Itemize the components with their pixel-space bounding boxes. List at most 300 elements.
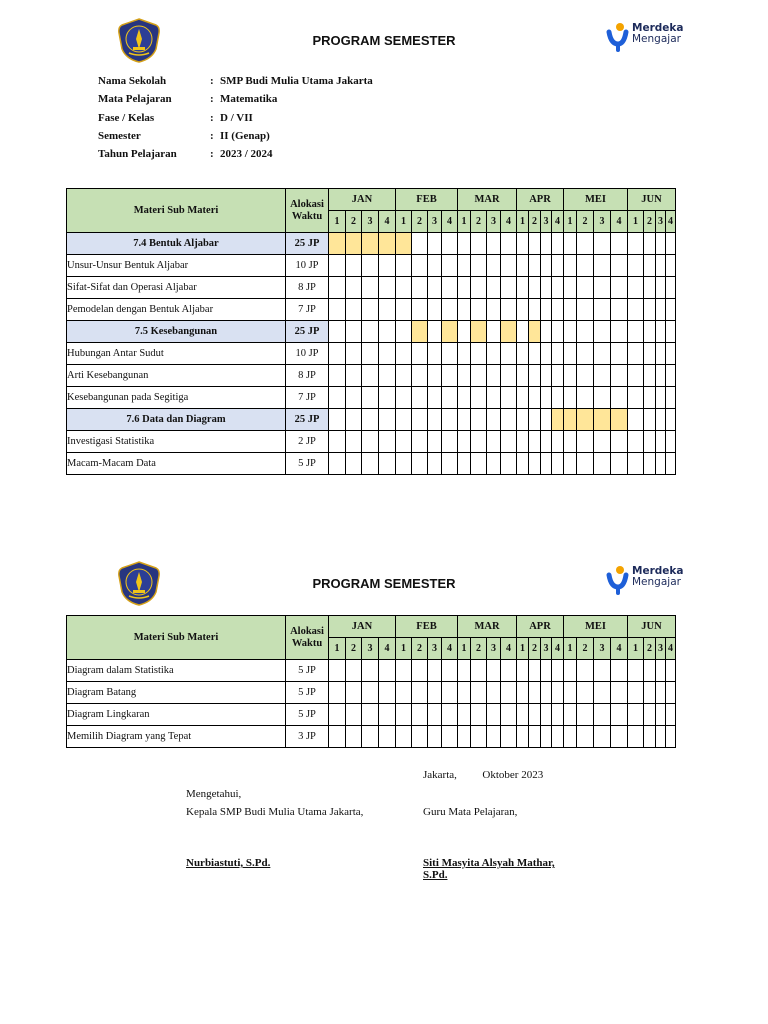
week-cell [577, 233, 594, 255]
week-cell [541, 299, 552, 321]
week-cell [644, 277, 656, 299]
jp-cell: 25 JP [286, 321, 329, 343]
week-cell [577, 682, 594, 704]
week-header: 1 [564, 211, 577, 233]
week-cell [611, 343, 628, 365]
week-cell [379, 431, 396, 453]
week-cell [329, 233, 346, 255]
info-colon: : [210, 75, 214, 87]
week-cell [458, 365, 471, 387]
week-cell [471, 233, 487, 255]
week-cell [396, 431, 412, 453]
week-cell [611, 704, 628, 726]
info-label: Semester [98, 129, 141, 142]
week-cell [577, 387, 594, 409]
week-cell [656, 255, 666, 277]
week-header: 2 [529, 638, 541, 660]
week-header: 3 [428, 211, 442, 233]
materi-cell: Arti Kesebangunan [67, 365, 286, 387]
week-header: 3 [594, 638, 611, 660]
week-cell [346, 343, 362, 365]
week-cell [501, 431, 517, 453]
week-cell [577, 321, 594, 343]
week-header: 3 [656, 638, 666, 660]
week-cell [442, 453, 458, 475]
info-colon: : [210, 111, 214, 124]
week-cell [628, 409, 644, 431]
week-cell [529, 277, 541, 299]
program-table-2 [66, 615, 676, 748]
week-cell [666, 704, 676, 726]
month-header: MAR [458, 616, 517, 638]
week-cell [644, 453, 656, 475]
week-cell [666, 365, 676, 387]
week-header: 4 [552, 638, 564, 660]
week-cell [471, 387, 487, 409]
week-cell [541, 431, 552, 453]
week-cell [412, 409, 428, 431]
week-cell [487, 704, 501, 726]
week-cell [564, 233, 577, 255]
week-cell [611, 255, 628, 277]
week-cell [611, 726, 628, 748]
week-cell [644, 365, 656, 387]
week-header: 1 [396, 211, 412, 233]
month-header: APR [517, 616, 564, 638]
alokasi-line-1: Alokasi [290, 198, 324, 210]
table-row [67, 299, 676, 321]
week-cell [428, 387, 442, 409]
week-cell [611, 453, 628, 475]
guru-name-line-2: S.Pd. [423, 869, 448, 881]
week-cell [487, 453, 501, 475]
week-cell [666, 343, 676, 365]
week-cell [517, 255, 529, 277]
week-cell [541, 682, 552, 704]
week-header: 2 [644, 211, 656, 233]
week-cell [487, 682, 501, 704]
week-cell [541, 343, 552, 365]
week-cell [329, 726, 346, 748]
header-row-months [67, 189, 676, 211]
kepala-name [186, 857, 270, 869]
week-header: 3 [487, 211, 501, 233]
week-cell [594, 299, 611, 321]
week-cell [458, 431, 471, 453]
week-cell [396, 321, 412, 343]
week-cell [379, 321, 396, 343]
week-cell [428, 704, 442, 726]
week-cell [362, 365, 379, 387]
week-header: 4 [442, 638, 458, 660]
info-value: II (Genap) [220, 129, 270, 142]
week-cell [577, 453, 594, 475]
week-cell [501, 409, 517, 431]
month-header: FEB [396, 189, 458, 211]
week-cell [552, 682, 564, 704]
week-cell [501, 682, 517, 704]
week-cell [517, 660, 529, 682]
week-cell [552, 233, 564, 255]
week-cell [362, 321, 379, 343]
week-cell [362, 453, 379, 475]
week-cell [471, 453, 487, 475]
week-cell [501, 365, 517, 387]
week-cell [396, 299, 412, 321]
week-cell [656, 682, 666, 704]
week-cell [628, 453, 644, 475]
week-cell [577, 431, 594, 453]
week-cell [529, 343, 541, 365]
header-row-months [67, 616, 676, 638]
topic-row [67, 409, 676, 431]
week-cell [346, 726, 362, 748]
week-cell [517, 409, 529, 431]
week-cell [666, 660, 676, 682]
week-cell [517, 277, 529, 299]
week-cell [412, 726, 428, 748]
week-cell [656, 233, 666, 255]
table-row [67, 343, 676, 365]
week-header: 3 [362, 638, 379, 660]
week-cell [379, 299, 396, 321]
week-header: 1 [517, 211, 529, 233]
week-cell [656, 387, 666, 409]
week-cell [442, 682, 458, 704]
week-cell [501, 321, 517, 343]
materi-header: Materi Sub Materi [67, 189, 286, 233]
week-cell [594, 431, 611, 453]
week-cell [656, 277, 666, 299]
week-cell [442, 299, 458, 321]
week-cell [628, 365, 644, 387]
week-cell [529, 255, 541, 277]
jp-cell: 2 JP [286, 431, 329, 453]
week-cell [644, 233, 656, 255]
week-cell [458, 387, 471, 409]
week-header: 1 [458, 638, 471, 660]
week-cell [471, 365, 487, 387]
jp-cell: 10 JP [286, 343, 329, 365]
week-cell [379, 409, 396, 431]
merdeka-mengajar-icon [606, 565, 630, 595]
jp-cell: 3 JP [286, 726, 329, 748]
week-cell [529, 660, 541, 682]
week-cell [396, 409, 412, 431]
week-cell [644, 704, 656, 726]
week-header: 3 [594, 211, 611, 233]
materi-cell: Kesebangunan pada Segitiga [67, 387, 286, 409]
week-cell [517, 704, 529, 726]
week-cell [594, 255, 611, 277]
program-table-1 [66, 188, 676, 475]
week-cell [611, 277, 628, 299]
week-header: 2 [412, 638, 428, 660]
week-cell [362, 277, 379, 299]
week-cell [564, 321, 577, 343]
week-cell [529, 682, 541, 704]
brand-line-1: Merdeka [632, 22, 684, 34]
week-cell [428, 660, 442, 682]
jp-cell: 5 JP [286, 660, 329, 682]
week-cell [594, 453, 611, 475]
week-cell [428, 453, 442, 475]
week-cell [577, 277, 594, 299]
week-cell [501, 453, 517, 475]
week-cell [656, 409, 666, 431]
week-cell [346, 233, 362, 255]
week-cell [552, 704, 564, 726]
week-header: 4 [552, 211, 564, 233]
month-header: JUN [628, 189, 676, 211]
info-colon: : [210, 129, 214, 142]
week-cell [644, 682, 656, 704]
week-cell [487, 233, 501, 255]
week-cell [412, 299, 428, 321]
week-cell [471, 299, 487, 321]
brand-line-1: Merdeka [632, 565, 684, 577]
week-cell [577, 660, 594, 682]
week-cell [656, 299, 666, 321]
week-cell [628, 255, 644, 277]
week-cell [346, 409, 362, 431]
week-cell [362, 343, 379, 365]
week-cell [517, 431, 529, 453]
info-value: 2023 / 2024 [220, 148, 273, 161]
week-cell [656, 431, 666, 453]
week-cell [529, 704, 541, 726]
week-cell [564, 453, 577, 475]
week-cell [487, 431, 501, 453]
page-title: PROGRAM SEMESTER [312, 33, 456, 48]
week-cell [577, 726, 594, 748]
week-cell [611, 299, 628, 321]
week-cell [541, 233, 552, 255]
week-cell [329, 431, 346, 453]
kepala-name-text: Nurbiastuti, S.Pd. [186, 857, 271, 869]
week-cell [541, 660, 552, 682]
week-cell [564, 299, 577, 321]
week-cell [501, 233, 517, 255]
month-header: JAN [329, 616, 396, 638]
week-cell [379, 387, 396, 409]
week-header: 4 [442, 211, 458, 233]
week-cell [552, 299, 564, 321]
week-cell [644, 321, 656, 343]
week-cell [611, 365, 628, 387]
week-cell [501, 726, 517, 748]
week-cell [611, 233, 628, 255]
week-cell [471, 321, 487, 343]
week-header: 3 [362, 211, 379, 233]
school-info [98, 75, 373, 166]
info-colon: : [210, 93, 214, 106]
materi-cell: 7.4 Bentuk Aljabar [67, 233, 286, 255]
week-cell [471, 343, 487, 365]
week-cell [362, 387, 379, 409]
week-cell [564, 704, 577, 726]
week-cell [541, 453, 552, 475]
table-row [67, 453, 676, 475]
week-cell [362, 726, 379, 748]
week-cell [458, 409, 471, 431]
materi-cell: Investigasi Statistika [67, 431, 286, 453]
week-cell [552, 343, 564, 365]
week-cell [458, 343, 471, 365]
week-cell [362, 704, 379, 726]
week-cell [628, 660, 644, 682]
week-cell [644, 299, 656, 321]
topic-row [67, 321, 676, 343]
week-cell [666, 277, 676, 299]
week-cell [362, 233, 379, 255]
week-cell [656, 365, 666, 387]
week-header: 2 [471, 211, 487, 233]
week-cell [594, 233, 611, 255]
merdeka-mengajar-logo [606, 565, 686, 599]
week-cell [428, 365, 442, 387]
week-cell [458, 233, 471, 255]
kepala-title: Kepala SMP Budi Mulia Utama Jakarta, [186, 806, 364, 818]
week-cell [517, 726, 529, 748]
week-cell [611, 660, 628, 682]
materi-cell: Sifat-Sifat dan Operasi Aljabar [67, 277, 286, 299]
week-header: 1 [517, 638, 529, 660]
week-cell [564, 365, 577, 387]
week-cell [428, 299, 442, 321]
week-cell [628, 277, 644, 299]
week-cell [501, 343, 517, 365]
week-cell [501, 277, 517, 299]
week-cell [329, 453, 346, 475]
merdeka-mengajar-icon [606, 22, 630, 52]
table-row [67, 255, 676, 277]
week-cell [564, 660, 577, 682]
week-cell [628, 343, 644, 365]
week-cell [362, 255, 379, 277]
week-cell [428, 233, 442, 255]
week-cell [471, 431, 487, 453]
month-header: JUN [628, 616, 676, 638]
week-cell [362, 299, 379, 321]
week-cell [471, 726, 487, 748]
week-cell [564, 682, 577, 704]
jp-cell: 25 JP [286, 233, 329, 255]
materi-cell: Diagram Lingkaran [67, 704, 286, 726]
week-cell [529, 431, 541, 453]
week-cell [412, 255, 428, 277]
brand-line-2: Mengajar [632, 33, 681, 45]
week-cell [611, 409, 628, 431]
week-cell [442, 660, 458, 682]
alokasi-line-1: Alokasi [290, 625, 324, 637]
week-cell [346, 299, 362, 321]
week-cell [552, 431, 564, 453]
table-row [67, 660, 676, 682]
week-cell [412, 431, 428, 453]
week-cell [428, 409, 442, 431]
week-header: 4 [611, 638, 628, 660]
week-cell [487, 255, 501, 277]
info-label: Fase / Kelas [98, 111, 155, 124]
week-cell [517, 321, 529, 343]
week-cell [379, 255, 396, 277]
week-cell [442, 409, 458, 431]
week-cell [428, 321, 442, 343]
week-cell [471, 682, 487, 704]
week-cell [577, 409, 594, 431]
materi-cell: 7.5 Kesebangunan [67, 321, 286, 343]
week-cell [666, 726, 676, 748]
mengetahui-text: Mengetahui, [186, 788, 242, 800]
info-row [98, 130, 373, 148]
week-cell [552, 277, 564, 299]
week-cell [541, 726, 552, 748]
week-cell [564, 726, 577, 748]
week-cell [412, 321, 428, 343]
week-cell [541, 704, 552, 726]
materi-cell: 7.6 Data dan Diagram [67, 409, 286, 431]
week-cell [611, 387, 628, 409]
week-cell [487, 321, 501, 343]
week-cell [656, 704, 666, 726]
week-cell [346, 682, 362, 704]
week-cell [517, 682, 529, 704]
info-value: D / VII [220, 111, 253, 124]
week-cell [346, 431, 362, 453]
week-cell [594, 387, 611, 409]
week-cell [529, 726, 541, 748]
week-cell [471, 704, 487, 726]
materi-cell: Macam-Macam Data [67, 453, 286, 475]
week-cell [594, 277, 611, 299]
week-cell [379, 682, 396, 704]
alokasi-header [286, 189, 329, 233]
week-cell [442, 233, 458, 255]
week-header: 1 [628, 211, 644, 233]
week-cell [329, 660, 346, 682]
week-cell [396, 704, 412, 726]
week-cell [346, 365, 362, 387]
topic-row [67, 233, 676, 255]
week-cell [346, 321, 362, 343]
week-header: 4 [666, 211, 676, 233]
week-cell [412, 704, 428, 726]
week-cell [644, 431, 656, 453]
week-cell [611, 682, 628, 704]
week-cell [329, 321, 346, 343]
week-header: 1 [564, 638, 577, 660]
week-header: 3 [428, 638, 442, 660]
week-cell [666, 431, 676, 453]
week-cell [594, 365, 611, 387]
week-cell [458, 321, 471, 343]
week-cell [552, 387, 564, 409]
week-cell [666, 682, 676, 704]
week-header: 4 [501, 638, 517, 660]
week-cell [487, 299, 501, 321]
week-cell [577, 255, 594, 277]
week-cell [379, 453, 396, 475]
week-cell [487, 660, 501, 682]
week-cell [379, 365, 396, 387]
week-cell [541, 321, 552, 343]
materi-cell: Diagram dalam Statistika [67, 660, 286, 682]
week-cell [412, 453, 428, 475]
week-cell [644, 409, 656, 431]
week-header: 3 [541, 638, 552, 660]
week-cell [501, 660, 517, 682]
